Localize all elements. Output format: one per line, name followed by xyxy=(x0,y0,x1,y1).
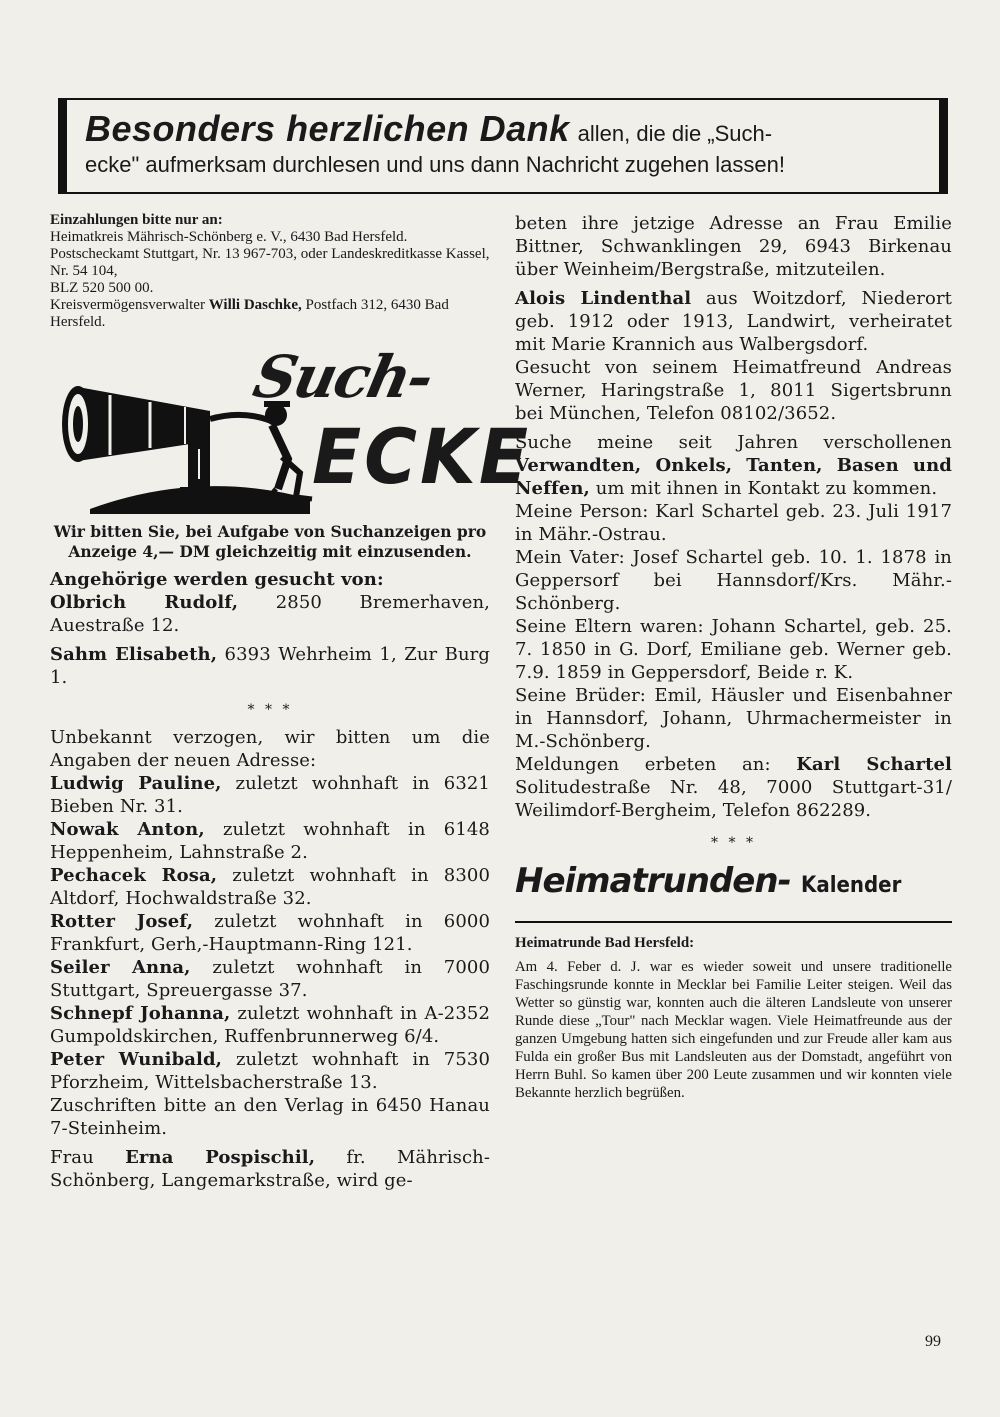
entry-olbrich: Olbrich Rudolf, 2850 Bremerhaven, Auestraße 12. xyxy=(50,592,490,636)
schartel-father: Mein Vater: Josef Schartel geb. 10. 1. 1878 in Geppersorf bei Hannsdorf/Krs. Mähr.-Schönberg. xyxy=(515,547,952,614)
entry-sahm: Sahm Elisabeth, 6393 Wehrheim 1, Zur Burg 1. xyxy=(50,644,490,688)
calendar-title-part2: Kalender xyxy=(801,873,902,898)
entry-nowak: Nowak Anton, zuletzt wohnhaft in 6148 Heppenheim, Lahnstraße 2. xyxy=(50,819,490,863)
schartel-parents: Seine Eltern waren: Johann Schartel, geb. 25. 7. 1850 in G. Dorf, Emiliane geb. Werner geb. 7.9. 1859 in Geppersdorf, Beide r. K. xyxy=(515,616,952,683)
entry-pechacek: Pechacek Rosa, zuletzt wohnhaft in 8300 Altdorf, Hochwaldstraße 32. xyxy=(50,865,490,909)
separator-stars: * * * xyxy=(247,702,293,718)
schartel-brothers: Seine Brüder: Emil, Häusler und Eisenbahner in Hannsdorf, Johann, Uhrmachermeister in M.-Schönberg. xyxy=(515,685,952,752)
lindenthal-searcher: Gesucht von seinem Heimatfreund Andreas Werner, Haringstraße 1, 8011 Sigertsbrunn bei München, Telefon 08102/3652. xyxy=(515,357,952,424)
entry-pospischil: Frau Erna Pospischil, fr. Mährisch-Schönberg, Langemarkstraße, wird ge- xyxy=(50,1147,490,1191)
payment-info xyxy=(50,212,490,331)
banner-line-2: ecke" aufmerksam durchlesen und uns dann Nachricht zugehen lassen! xyxy=(85,152,785,177)
logo-word-such: Such- xyxy=(247,343,438,411)
entry-schnepf: Schnepf Johanna, zuletzt wohnhaft in A-2352 Gumpoldskirchen, Ruffenbrunnerweg 6/4. xyxy=(50,1003,490,1047)
fee-notice: Wir bitten Sie, bei Aufgabe von Suchanzeigen pro Anzeige 4,— DM gleichzeitig mit einzusenden. xyxy=(53,522,487,561)
entry-ludwig: Ludwig Pauline, zuletzt wohnhaft in 6321 Bieben Nr. 31. xyxy=(50,773,490,817)
right-text xyxy=(515,212,952,855)
unknown-moved-intro: Unbekannt verzogen, wir bitten um die Angaben der neuen Adresse: xyxy=(50,727,490,771)
payment-line-3: BLZ 520 500 00. xyxy=(50,280,154,296)
round-report: Am 4. Feber d. J. war es wieder soweit und unsere traditionelle Faschingsrunde konnte in Mecklar bei Familie Leiter steigen. Weil das Wetter so günstig war, konnten auch die älteren Landsleute von unserer Runde diese „Tour" nach Mecklar wagen. Viele Heimatfreunde aus der ganzen Umgebung hatten sich eingefunden und zur Freude aller kam aus Fulda ein großer Bus mit Landsleuten aus der Domstadt, angeführt von Herrn Buhl. So kamen über 200 Leute zusammen und wir konnten viele Bekannte herzlich begrüßen. xyxy=(515,959,952,1101)
logo-word-ecke: ECKE xyxy=(312,412,531,502)
left-column xyxy=(50,212,531,1192)
pospischil-continued: beten ihre jetzige Adresse an Frau Emilie Bittner, Schwanklingen 29, 6943 Birkenau über Weinheim/Bergstraße, mitzuteilen. xyxy=(515,213,952,280)
such-ecke-logo xyxy=(50,343,531,514)
thank-you-banner xyxy=(58,98,948,194)
payment-label: Einzahlungen bitte nur an: xyxy=(50,212,223,228)
right-column xyxy=(515,212,952,1102)
calendar-heading xyxy=(515,861,952,923)
schartel-person: Meine Person: Karl Schartel geb. 23. Juli 1917 in Mähr.-Ostrau. xyxy=(515,501,952,545)
publisher-note: Zuschriften bitte an den Verlag in 6450 Hanau 7-Steinheim. xyxy=(50,1095,490,1139)
banner-headline: Besonders herzlichen Dank xyxy=(85,108,570,149)
round-heading: Heimatrunde Bad Hersfeld: xyxy=(515,935,695,951)
entry-rotter: Rotter Josef, zuletzt wohnhaft in 6000 Frankfurt, Gerh,-Hauptmann-Ring 121. xyxy=(50,911,490,955)
search-heading: Angehörige werden gesucht von: xyxy=(50,569,384,590)
banner-line-1 xyxy=(85,108,927,150)
separator-stars-right: * * * xyxy=(711,835,756,851)
payment-line-4: Kreisvermögensverwalter Willi Daschke, Postfach 312, 6430 Bad Hersfeld. xyxy=(50,297,449,330)
schartel-contact: Meldungen erbeten an: Karl Schartel Solitudestraße Nr. 48, 7000 Stuttgart-31/ Weilimdorf-Bergheim, Telefon 862289. xyxy=(515,754,952,821)
entry-peter: Peter Wunibald, zuletzt wohnhaft in 7530 Pforzheim, Wittelsbacherstraße 13. xyxy=(50,1049,490,1093)
payment-line-2: Postscheckamt Stuttgart, Nr. 13 967-703, oder Landeskreditkasse Kassel, Nr. 54 104, xyxy=(50,246,490,279)
payment-line-1: Heimatkreis Mährisch-Schönberg e. V., 6430 Bad Hersfeld. xyxy=(50,229,408,245)
page-number: 99 xyxy=(925,1333,941,1350)
calendar-title-part1: Heimatrunden- xyxy=(515,861,791,901)
entry-seiler: Seiler Anna, zuletzt wohnhaft in 7000 Stuttgart, Spreuergasse 37. xyxy=(50,957,491,1001)
search-section xyxy=(50,568,490,1192)
schartel-search: Suche meine seit Jahren verschollenen Verwandten, Onkels, Tanten, Basen und Neffen, um mit ihnen in Kontakt zu kommen. xyxy=(515,432,952,499)
entry-lindenthal: Alois Lindenthal aus Woitzdorf, Niederort geb. 1912 oder 1913, Landwirt, verheiratet mit Marie Krannich aus Walbergsdorf. xyxy=(515,288,952,355)
banner-line-1-rest: allen, die die „Such- xyxy=(577,121,773,146)
